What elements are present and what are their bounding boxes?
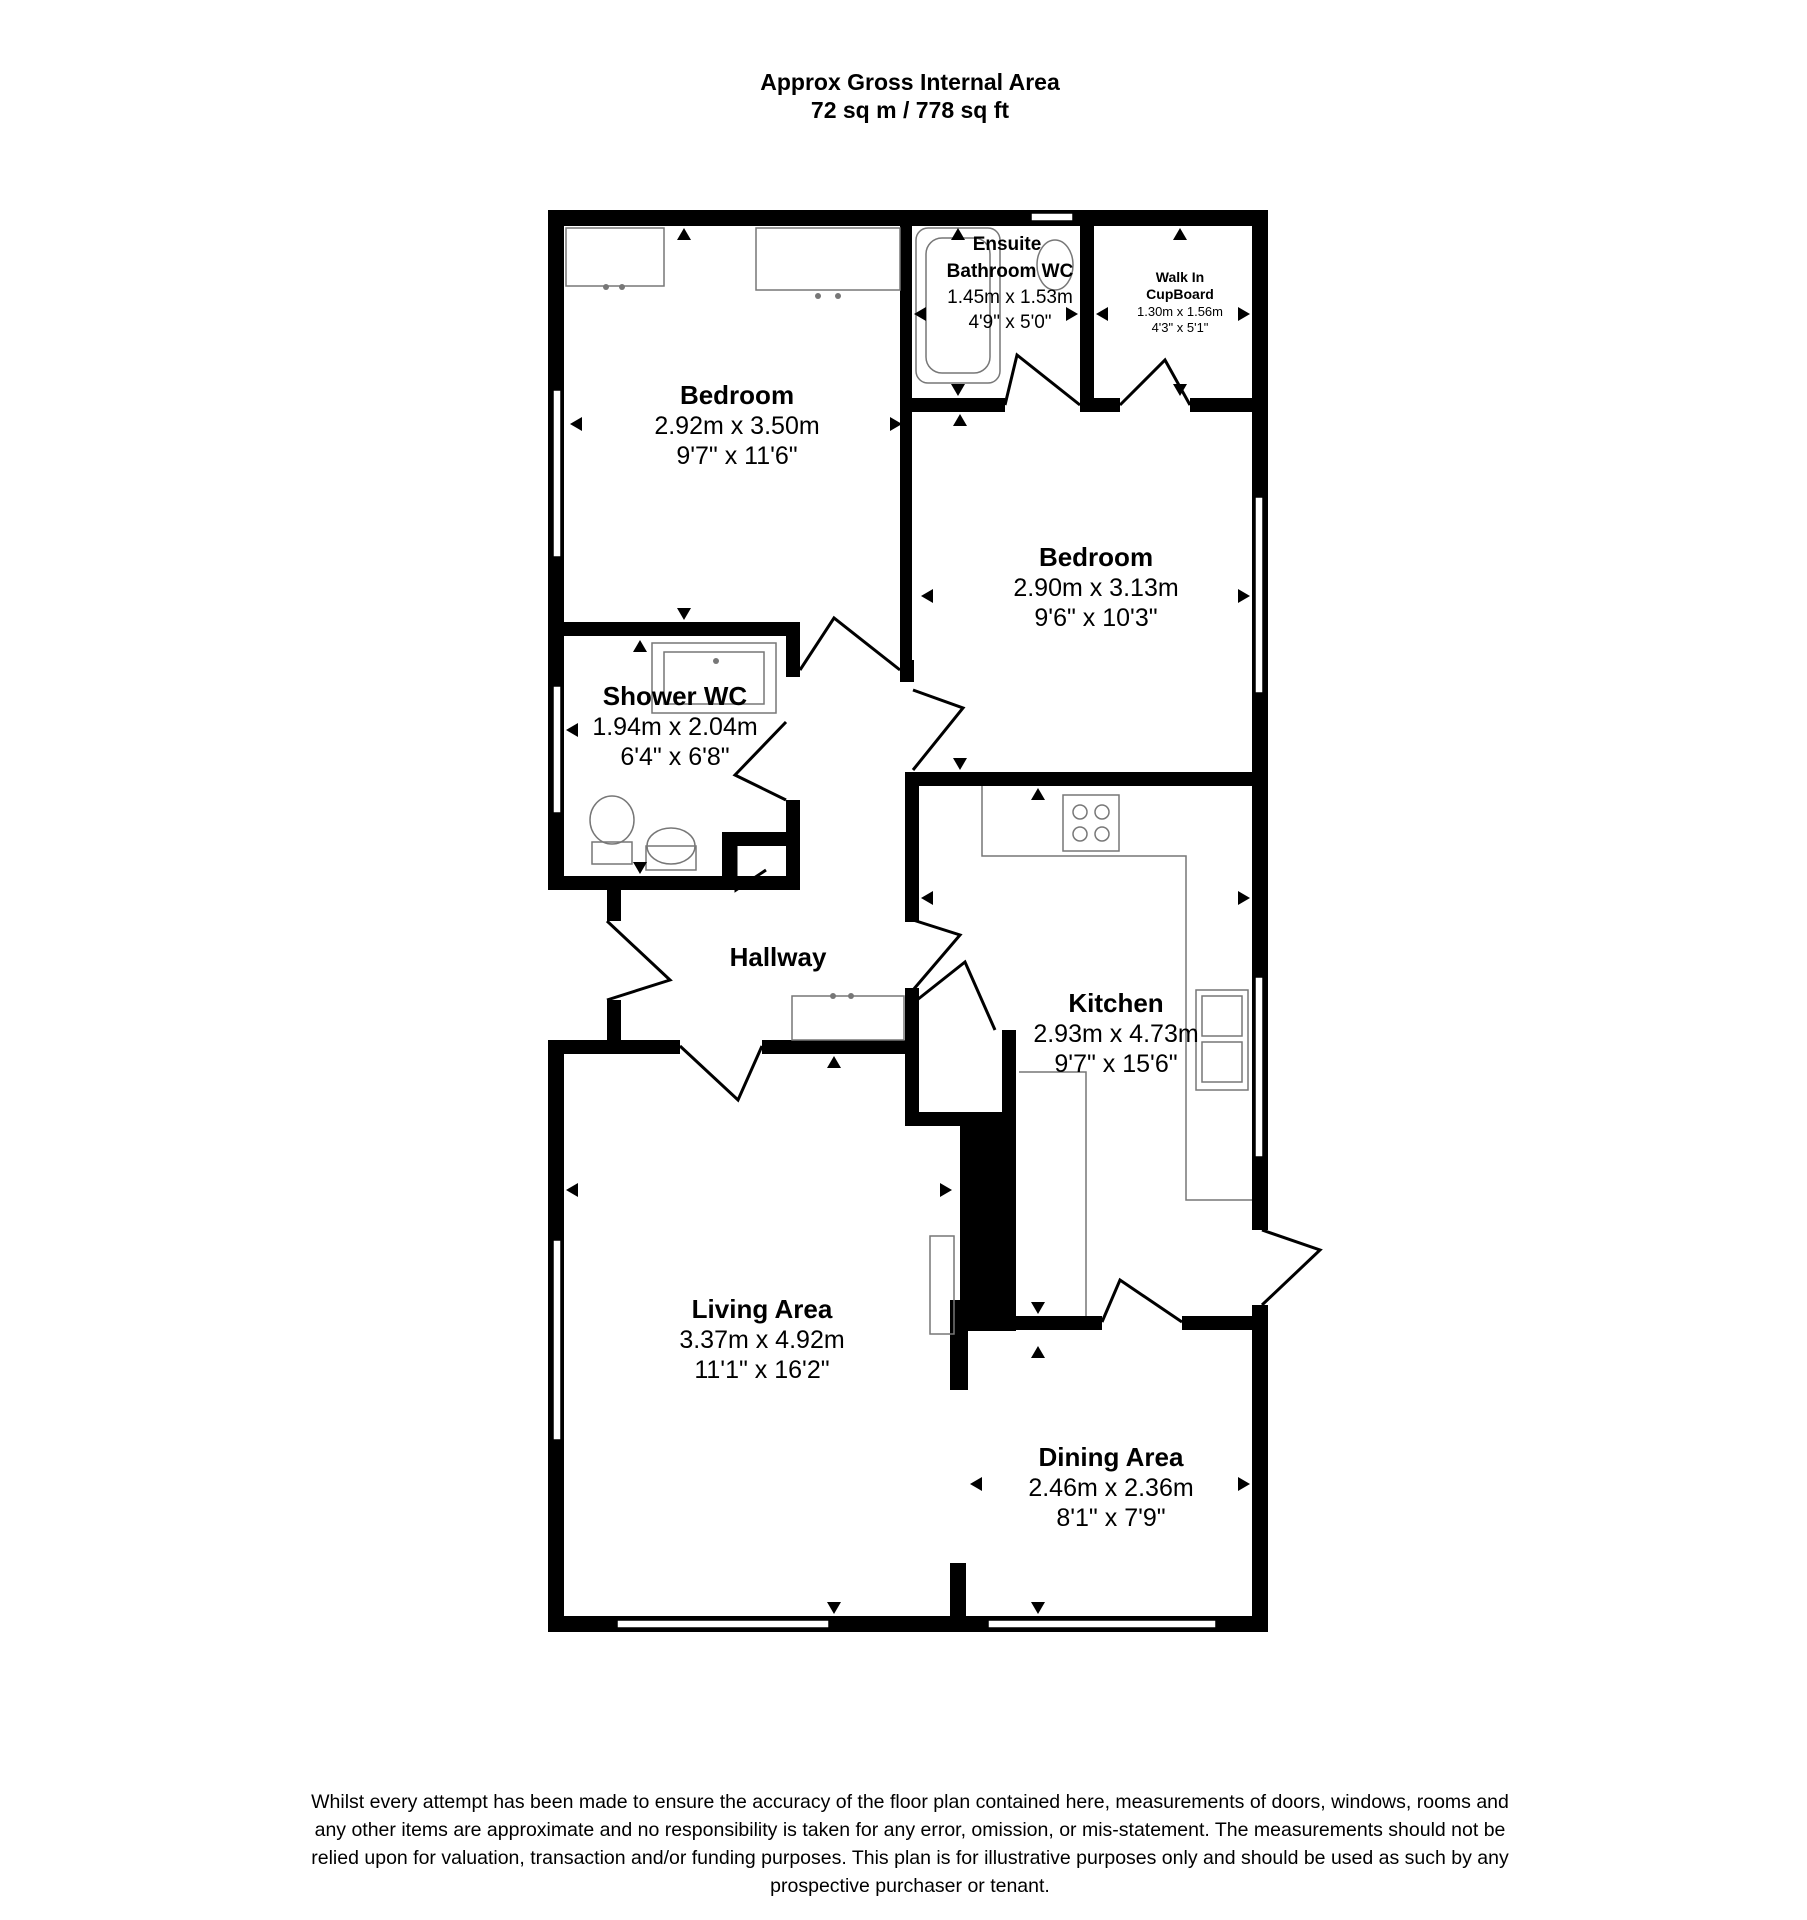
wardrobe-left — [566, 228, 664, 286]
shower-window — [553, 686, 561, 813]
room-hallway — [730, 942, 827, 972]
disclaimer-line-4: prospective purchaser or tenant. — [770, 1875, 1050, 1897]
room-metric: 2.92m x 3.50m — [654, 412, 820, 440]
room-name-2: Bathroom WC — [946, 261, 1074, 282]
room-metric: 1.94m x 2.04m — [592, 713, 758, 741]
sink — [1196, 990, 1248, 1090]
room-name: Hallway — [729, 942, 827, 972]
kitchen-worktop-2 — [1019, 1072, 1086, 1316]
disclaimer — [311, 1791, 1509, 1897]
room-ensuite — [947, 234, 1074, 333]
room-name: Bedroom — [679, 380, 795, 410]
room-name: Shower WC — [602, 681, 748, 711]
room-imperial: 4'9" x 5'0" — [968, 312, 1052, 333]
room-dining-area — [1028, 1442, 1193, 1532]
bedroom2-window — [1255, 497, 1263, 693]
bedroom-window — [553, 390, 561, 557]
room-bedroom-1 — [654, 380, 819, 470]
shower-toilet — [590, 796, 634, 844]
room-imperial: 9'6" x 10'3" — [1034, 604, 1158, 632]
room-name: Bedroom — [1038, 542, 1154, 572]
room-imperial: 9'7" x 15'6" — [1054, 1050, 1178, 1078]
room-bedroom-2 — [1013, 542, 1178, 632]
disclaimer-line-1: Whilst every attempt has been made to ensure the accuracy of the floor plan contained here, measurements of doors, windows, rooms and — [311, 1791, 1509, 1813]
area-title: Approx Gross Internal Area — [760, 69, 1060, 95]
room-name-1: Walk In — [1155, 269, 1205, 285]
area-value: 72 sq m / 778 sq ft — [810, 97, 1010, 123]
room-imperial: 4'3" x 5'1" — [1151, 320, 1209, 335]
room-metric: 1.45m x 1.53m — [947, 287, 1073, 308]
room-name-2: CupBoard — [1146, 286, 1214, 302]
disclaimer-line-2: any other items are approximate and no responsibility is taken for any error, omission, or mis-statement. The measurements should not be — [314, 1819, 1506, 1841]
wardrobe-right — [756, 228, 900, 290]
dining-window-bottom — [988, 1620, 1216, 1628]
room-imperial: 8'1" x 7'9" — [1056, 1504, 1166, 1532]
kitchen-window — [1255, 977, 1263, 1157]
living-window-bottom — [617, 1620, 829, 1628]
room-name: Kitchen — [1068, 988, 1164, 1018]
room-kitchen — [1033, 988, 1198, 1078]
room-imperial: 11'1" x 16'2" — [694, 1356, 830, 1384]
room-metric: 2.46m x 2.36m — [1028, 1474, 1194, 1502]
room-name: Living Area — [691, 1294, 833, 1324]
hob — [1063, 795, 1119, 851]
room-imperial: 6'4" x 6'8" — [620, 743, 730, 771]
room-shower-wc — [592, 681, 757, 771]
room-name: Dining Area — [1038, 1442, 1184, 1472]
room-metric: 3.37m x 4.92m — [679, 1326, 845, 1354]
ensuite-window — [1031, 213, 1073, 221]
room-walk-in-cupboard — [1137, 269, 1223, 335]
disclaimer-line-3: relied upon for valuation, transaction and/or funding purposes. This plan is for illustrative purposes only and should be used as such by any — [311, 1847, 1509, 1869]
room-name-1: Ensuite — [972, 234, 1042, 255]
living-window-side — [553, 1240, 561, 1440]
room-imperial: 9'7" x 11'6" — [676, 442, 798, 470]
room-living-area — [679, 1294, 844, 1384]
room-metric: 2.90m x 3.13m — [1013, 574, 1179, 602]
room-metric: 1.30m x 1.56m — [1137, 304, 1223, 319]
hall-unit — [792, 996, 904, 1040]
room-metric: 2.93m x 4.73m — [1033, 1020, 1199, 1048]
